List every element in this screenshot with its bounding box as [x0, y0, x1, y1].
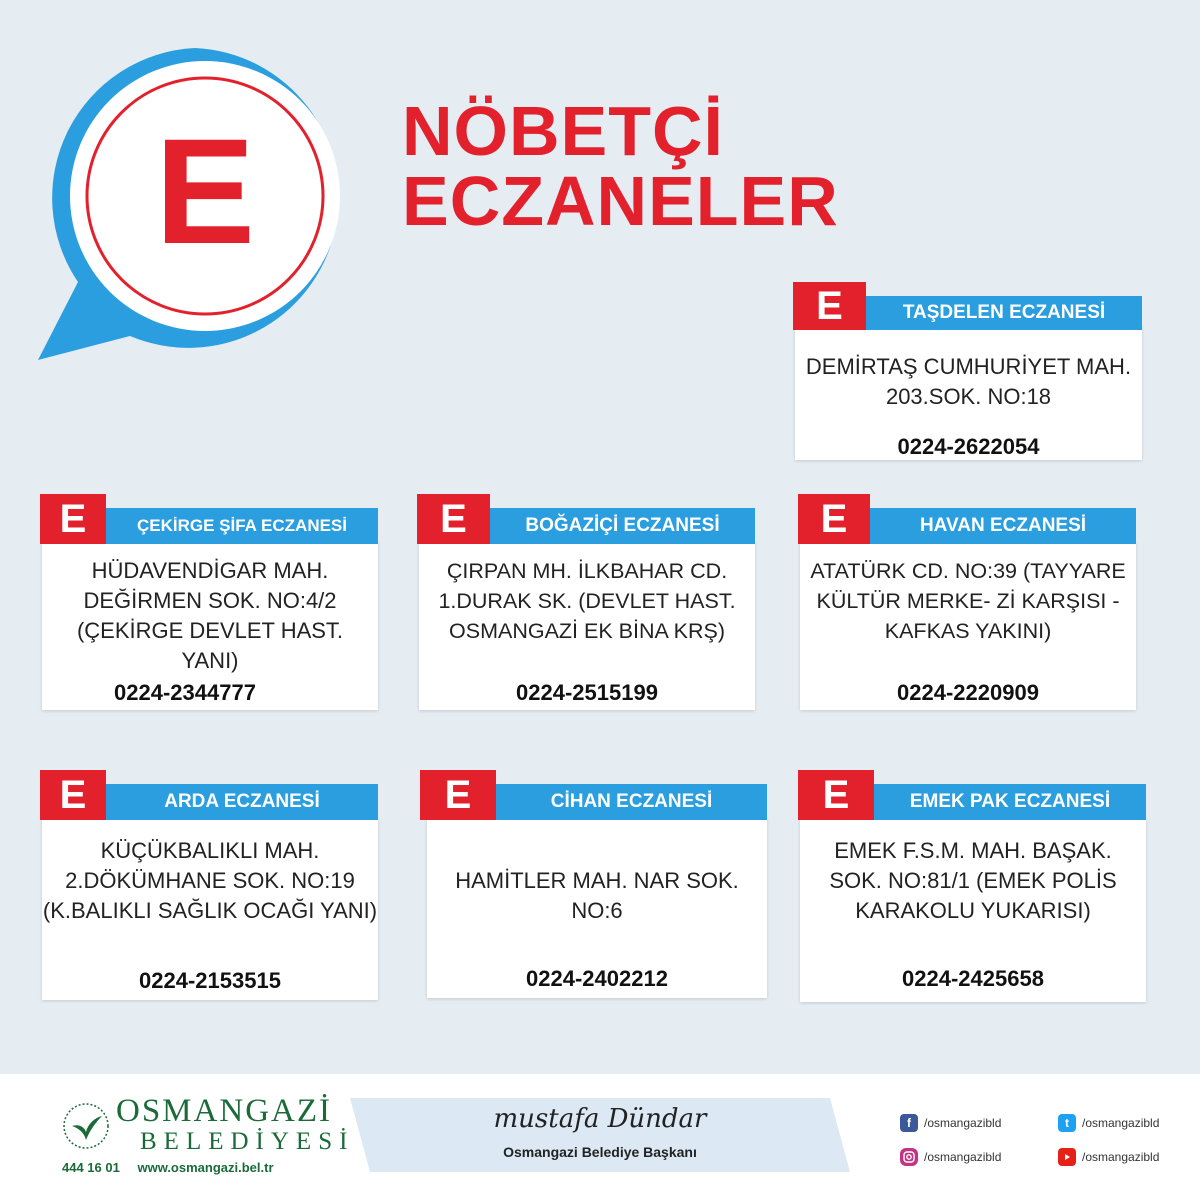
pharmacy-phone: 0224-2425658	[902, 966, 1044, 991]
pharmacy-name: HAVAN ECZANESİ	[870, 508, 1136, 544]
pharmacy-name: TAŞDELEN ECZANESİ	[866, 296, 1142, 330]
pharmacy-e-icon: E	[420, 770, 496, 820]
mayor-signature: mustafa Dündar	[493, 1104, 707, 1134]
pharmacy-e-icon: E	[798, 494, 870, 544]
pharmacy-address: HAMİTLER MAH. NAR SOK. NO:6	[455, 868, 739, 923]
social-youtube[interactable]	[1058, 1148, 1159, 1166]
pharmacy-phone: 0224-2344777	[114, 680, 256, 705]
mayor-signature-block	[350, 1098, 850, 1172]
pharmacy-name: EMEK PAK ECZANESİ	[874, 784, 1146, 820]
municipality-name: OSMANGAZİ	[116, 1093, 332, 1129]
pharmacy-address: DEMİRTAŞ CUMHURİYET MAH. 203.SOK. NO:18	[805, 354, 1132, 409]
footer	[0, 1074, 1200, 1200]
mayor-title: Osmangazi Belediye Başkanı	[503, 1144, 697, 1160]
pharmacy-e-icon: E	[40, 770, 106, 820]
pharmacy-name: ARDA ECZANESİ	[106, 784, 378, 820]
pharmacy-e-icon: E	[40, 494, 106, 544]
twitter-icon: t	[1058, 1114, 1076, 1132]
social-handle: /osmangazibld	[1082, 1150, 1160, 1164]
social-facebook[interactable]	[900, 1114, 1001, 1132]
pharmacy-phone: 0224-2515199	[516, 680, 658, 705]
contact-phone: 444 16 01	[62, 1160, 120, 1175]
pharmacy-address: HÜDAVENDİGAR MAH. DEĞİRMEN SOK. NO:4/2 (ÇEKİRGE DEVLET HAST. YANI)	[76, 558, 344, 673]
social-twitter[interactable]	[1058, 1114, 1159, 1132]
pharmacy-e-icon: E	[798, 770, 874, 820]
municipality-emblem-icon	[62, 1102, 110, 1150]
title-line-1: NÖBETÇİ	[402, 92, 724, 170]
page-title	[402, 92, 839, 240]
pharmacy-address: ATATÜRK CD. NO:39 (TAYYARE KÜLTÜR MERKE- Zİ KARŞISI - KAFKAS YAKINI)	[810, 559, 1126, 643]
social-instagram[interactable]	[900, 1148, 1001, 1166]
facebook-icon: f	[900, 1114, 918, 1132]
pharmacy-e-icon: E	[417, 494, 490, 544]
pharmacy-address: EMEK F.S.M. MAH. BAŞAK. SOK. NO:81/1 (EMEK POLİS KARAKOLU YUKARISI)	[829, 838, 1117, 923]
pharmacy-address: ÇIRPAN MH. İLKBAHAR CD. 1.DURAK SK. (DEVLET HAST. OSMANGAZİ EK BİNA KRŞ)	[438, 559, 736, 643]
pharmacy-phone: 0224-2402212	[526, 966, 668, 991]
social-handle: /osmangazibld	[924, 1116, 1002, 1130]
pharmacy-e-icon: E	[793, 282, 866, 330]
social-handle: /osmangazibld	[1082, 1116, 1160, 1130]
title-line-2: ECZANELER	[402, 162, 839, 240]
municipality-contact	[62, 1160, 288, 1175]
pharmacy-name: CİHAN ECZANESİ	[496, 784, 767, 820]
badge-letter: E	[154, 107, 256, 275]
website-link[interactable]: www.osmangazi.bel.tr	[137, 1160, 274, 1175]
pharmacy-phone: 0224-2622054	[897, 434, 1040, 459]
youtube-icon	[1058, 1148, 1076, 1166]
municipality-subtitle: BELEDİYESİ	[140, 1128, 355, 1155]
pharmacy-phone: 0224-2220909	[897, 680, 1039, 705]
instagram-icon	[900, 1148, 918, 1166]
pharmacy-name: ÇEKİRGE ŞİFA ECZANESİ	[106, 508, 378, 544]
social-handle: /osmangazibld	[924, 1150, 1002, 1164]
pharmacy-address: KÜÇÜKBALIKLI MAH. 2.DÖKÜMHANE SOK. NO:19 (K.BALIKLI SAĞLIK OCAĞI YANI)	[42, 838, 378, 923]
pharmacy-badge-logo	[30, 36, 360, 366]
pharmacy-phone: 0224-2153515	[139, 968, 281, 993]
pharmacy-name: BOĞAZİÇİ ECZANESİ	[490, 508, 755, 544]
